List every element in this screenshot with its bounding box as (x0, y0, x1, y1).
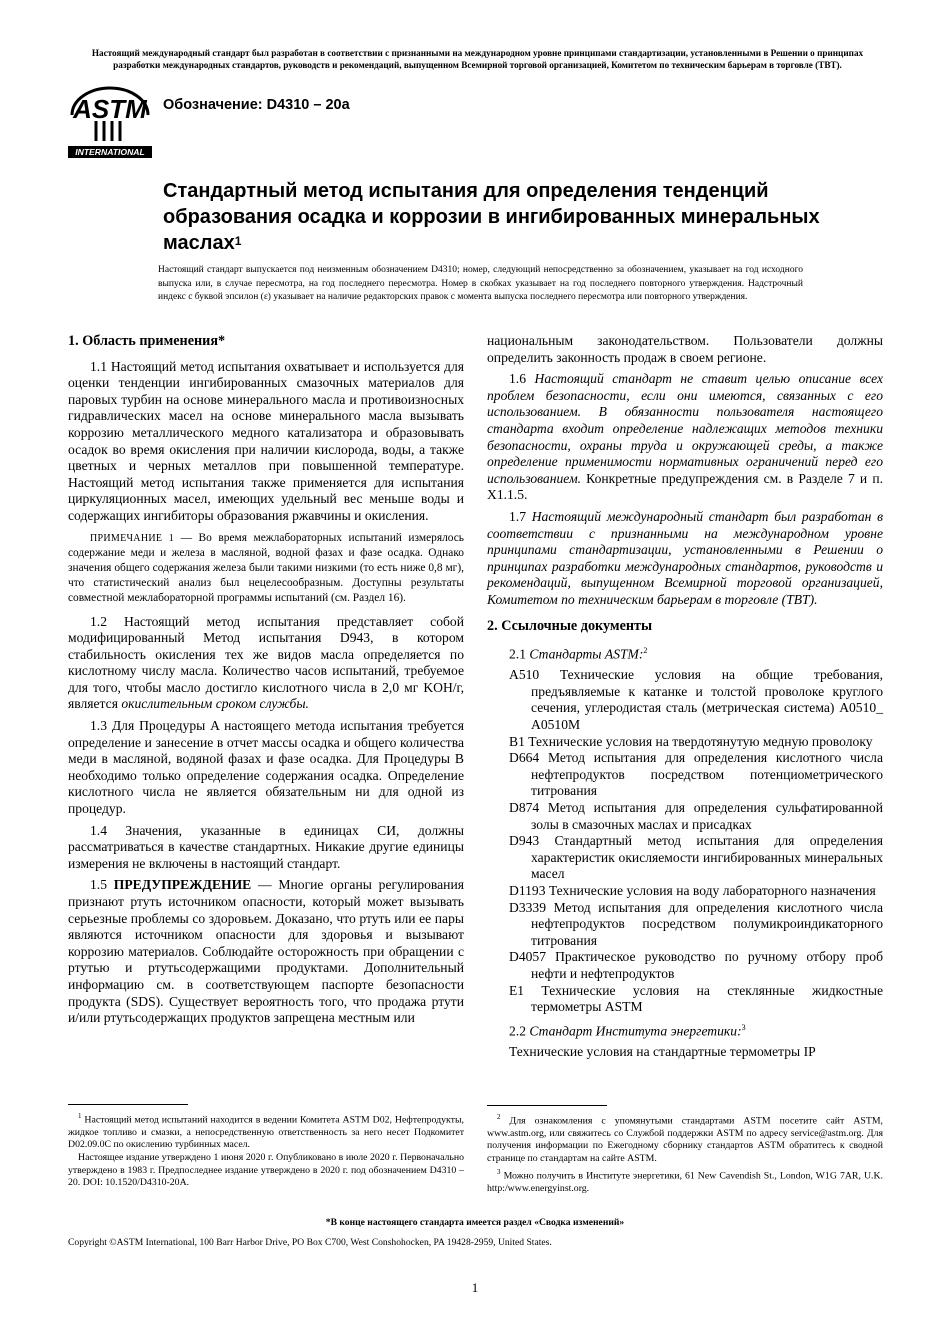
right-column (487, 333, 883, 1060)
designation: Обозначение: D4310 – 20a (163, 97, 350, 113)
para-1-7-italic: Настоящий международный стандарт был разработан в соответствии с признанными на международном уровне принципами стандартизации, установленными в Решении о принципах разработки международных стандартов, руководств и рекомендаций, выпущенном Всемирной торговой организацией, Комитетом по техническим барьерам в торговле (TBT). (487, 508, 884, 607)
para-1-6-text: Конкретные предупреждения см. в Разделе 7 и п. X1.1.5. (487, 470, 883, 503)
para-1-6 (487, 371, 883, 504)
footnote-1-edition: Настоящее издание утверждено 1 июня 2020 г. Опубликовано в июле 2020 г. Первоначально утверждено в 1983 г. Предпоследнее издание утверждено в 2020 г. под обозначением D4310 – 20. DOI: 10.1520/D4310-20A. (68, 1152, 464, 1189)
para-1-4: 1.4 Значения, указанные в единицах СИ, должны рассматриваться в качестве стандартных. Никакие другие единицы измерения не включены в настоящий стандарт. (68, 822, 464, 871)
footnote-3-mark: 3 (497, 1167, 501, 1176)
footnote-3-text: Можно получить в Институте энергетики, 61 New Cavendish St., London, W1G 7AR, U.K. http:/www.energyinst.org. (487, 1169, 884, 1194)
reference-item: D3339 Метод испытания для определения кислотного числа нефтепродуктов посредством полумикроиндикаторного титрования (509, 899, 883, 948)
footnote-1 (68, 1110, 464, 1152)
para-1-6-num: 1.6 (509, 371, 535, 387)
subsection-2-2 (509, 1020, 883, 1040)
para-1-2-text: 1.2 Настоящий метод испытания представляет собой модифицированный Метод испытания D943, в котором стабильность окисления тех же видов масла определяется по кислотному числу масла. Количество часов испытаний, требуемое для того, чтобы масло достигло кислотного числа в 2,0 мг KOH/г, является (68, 613, 464, 712)
subsection-2-2-num: 2.2 (509, 1023, 530, 1039)
page-title (163, 178, 823, 256)
footnote-mark-3: 3 (741, 1022, 746, 1032)
note-text: — Во время межлабораторных испытаний измерялось содержание меди и железа в масляной, водной фазах и фазе осадка. Однако значения общего содержания железа были такими низкими (то есть ниже 0,8 мг), что статистический анализ был нецелесообразным. Доступны результаты совместной межлабораторной программы испытаний (см. Раздел 16). (68, 531, 464, 604)
footnote-rule-right (487, 1105, 607, 1106)
para-1-2-italic: окислительным сроком службы. (121, 696, 309, 712)
subsection-2-1-title: Стандарты ASTM: (529, 646, 644, 662)
subsection-2-2-title: Стандарт Института энергетики: (529, 1023, 742, 1039)
subsection-2-1-num: 2.1 (509, 646, 530, 662)
reference-item: Технические условия на стандартные термометры IP (509, 1043, 816, 1059)
footnote-mark-2: 2 (643, 646, 648, 656)
left-column (68, 333, 464, 1032)
astm-logo (66, 85, 154, 160)
reference-item: E1 Технические условия на стеклянные жидкостные термометры ASTM (509, 982, 883, 1015)
title-footnote-mark: 1 (234, 234, 242, 248)
reference-item: D943 Стандартный метод испытания для определения характеристик окисляемости ингибированных минеральных масел (509, 833, 883, 882)
reference-item: D664 Метод испытания для определения кислотного числа нефтепродуктов посредством потенциометрического титрования (509, 750, 883, 799)
svg-text:ASTM: ASTM (73, 94, 147, 124)
summary-of-changes-note: *В конце настоящего стандарта имеется раздел «Сводка изменений» (325, 1217, 625, 1228)
para-1-7 (487, 509, 883, 609)
reference-item: A510 Технические условия на общие требования, предъявляемые к катанке и толстой проволоке круглого сечения, углеродистая сталь (метрическая система) A0510_ A0510M (509, 667, 883, 732)
section-2-heading: 2. Ссылочные документы (487, 617, 653, 634)
para-1-3: 1.3 Для Процедуры A настоящего метода испытания требуется определение и занесение в отчет массы осадка и общего количества меди в масляной, водяной фазах и фазе осадка. Для Процедуры B необходимо только определение содержания осадка. Определение кислотного числа не является обязательным ни для одной из процедур. (68, 718, 464, 817)
warning-label: ПРЕДУПРЕЖДЕНИЕ (113, 877, 252, 893)
page-number: 1 (471, 1280, 479, 1295)
para-1-5-continued: национальным законодательством. Пользователи должны определить законность продаж в своем регионе. (487, 333, 883, 365)
note-label: ПРИМЕЧАНИЕ 1 (90, 532, 175, 544)
standards-notice: Настоящий международный стандарт был разработан в соответствии с признанными на международном уровне принципами стандартизации, установленными в Решении о принципах разработки международных стандартов, руководств и рекомендаций, выпущенном Всемирной торговой организацией, Комитетом по техническим барьерам в торговле (ТВТ). (91, 48, 864, 70)
reference-item: D4057 Практическое руководство по ручному отбору проб нефти и нефтепродуктов (509, 949, 883, 981)
footnote-1-mark: 1 (78, 1112, 82, 1120)
para-1-6-italic: Настоящий стандарт не ставит целью описание всех проблем безопасности, если они имеются, связанных с его использованием. В обязанности пользователя настоящего стандарта входит определение надлежащих методов техники безопасности, охраны труда и окружающей среды, а также определение применимости нормативных ограничений перед его использованием. (487, 371, 883, 486)
intro-paragraph: Настоящий стандарт выпускается под неизменным обозначением D4310; номер, следующий непосредственно за обозначением, указывает на год исходного выпуска или, в случае пересмотра, на год последнего пересмотра. Номер в скобках указывает на год последнего повторного утверждения. Надстрочный индекс с буквой эпсилон (ε) указывает на наличие редакторских правок с момента выпуска последнего пересмотра или повторного утверждения. (158, 265, 803, 303)
reference-item: D1193 Технические условия на воду лабораторного назначения (509, 882, 876, 898)
footnotes-left (68, 1110, 464, 1190)
section-1-heading: 1. Область применения* (68, 333, 226, 349)
footnote-2-text: Для ознакомления с упомянутыми стандартами ASTM посетите сайт ASTM, www.astm.org, или свяжитесь со Службой поддержки ASTM по адресу service@astm.org. Для получения информации по Ежегодному сборнику стандартов ASTM обратитесь к сводной странице по стандартам на сайте ASTM. (487, 1115, 883, 1165)
footnote-1-text: Настоящий метод испытаний находится в ведении Комитета ASTM D02, Нефтепродукты, жидкое топливо и смазки, а непосредственную ответственность за него несет Подкомитет D02.09.0C по окислению турбинных масел. (68, 1114, 464, 1151)
copyright: Copyright ©ASTM International, 100 Barr Harbor Drive, PO Box C700, West Conshohocken, PA 19428-2959, United States. (68, 1237, 552, 1248)
footnotes-right (487, 1111, 883, 1195)
reference-item: B1 Технические условия на твердотянутую медную проволоку (509, 733, 873, 749)
subsection-2-1 (509, 643, 883, 663)
footnote-3 (487, 1166, 883, 1195)
reference-item: D874 Метод испытания для определения сульфатированной золы в смазочных маслах и присадках (509, 799, 883, 832)
title-text: Стандартный метод испытания для определения тенденций образования осадка и коррозии в ингибированных минеральных маслах (163, 180, 820, 254)
para-1-5-text: — Многие органы регулирования признают ртуть источником опасности, который может вызывать серьезные проблемы со здоровьем. Доказано, что ртуть или ее пары являются источником опасности для здоровья и вызывают коррозию материалов. Соблюдайте осторожность при обращении с ртутью и ртутьсодержащими продуктами. Дополнительный информацию см. в соответствующем паспорте безопасности продукта (SDS). Существует вероятность того, что продажа ртути и/или ртутьсодержащих продуктов запрещена местным или (68, 877, 464, 1026)
para-1-5-num: 1.5 (90, 877, 114, 893)
para-1-1: 1.1 Настоящий метод испытания охватывает и используется для оценки тенденции ингибированных смазочных материалов для паровых турбин на основе минерального масла и противоизносных гидравлических масел на основе минерального масла вызывать коррозию металлического медного катализатора и образовывать осадок во время окисления при наличии кислорода, воды, а также цветных и черных металлов при повышенной температуре. Настоящий метод испытания также применяется для испытания циркуляционных масел, имеющих удельный вес меньше воды и содержащих ингибиторы образования ржавчины и окисления. (68, 358, 464, 523)
para-1-2 (68, 614, 464, 714)
footnote-2 (487, 1111, 883, 1166)
note-1 (68, 531, 464, 606)
footnote-rule-left (68, 1104, 188, 1105)
para-1-5 (68, 877, 464, 1026)
logo-label: INTERNATIONAL (75, 147, 145, 157)
para-1-7-num: 1.7 (509, 508, 532, 524)
footnote-2-mark: 2 (497, 1113, 501, 1121)
